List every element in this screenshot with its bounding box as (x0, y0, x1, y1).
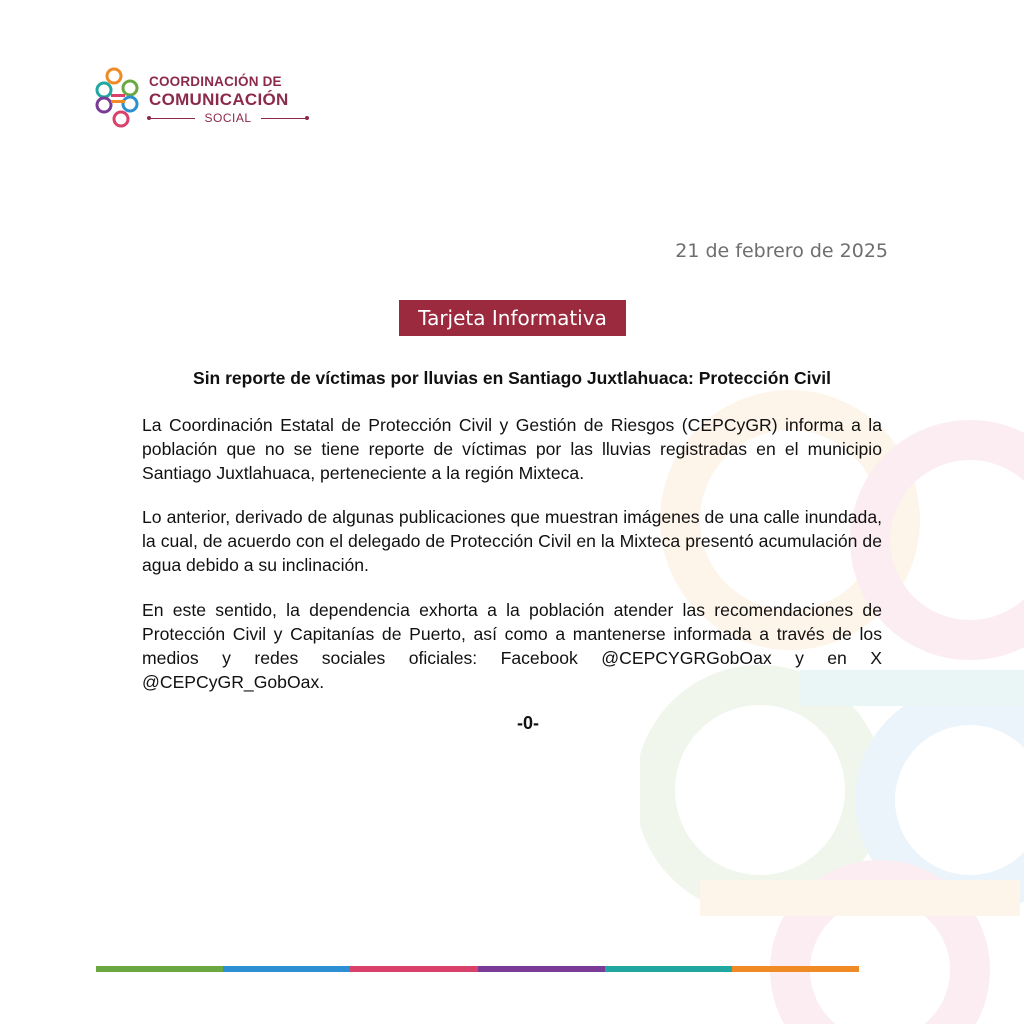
logo-rule-dot (305, 116, 309, 120)
logo-text-line2: COMUNICACIÓN (149, 90, 289, 109)
stripe-segment (350, 966, 477, 972)
logo-text-line1: COORDINACIÓN DE (149, 74, 282, 89)
document-type-badge: Tarjeta Informativa (399, 300, 626, 336)
stripe-segment (223, 966, 350, 972)
stripe-segment (732, 966, 859, 972)
color-stripe (96, 966, 859, 972)
headline: Sin reporte de víctimas por lluvias en Santiago Juxtlahuaca: Protección Civil (193, 368, 831, 388)
stripe-segment (96, 966, 223, 972)
date: 21 de febrero de 2025 (675, 240, 888, 262)
stripe-segment (478, 966, 605, 972)
logo-rule-left (149, 118, 195, 119)
paragraph-2: Lo anterior, derivado de algunas publicaciones que muestran imágenes de una calle inundada, la cual, de acuerdo con el delegado de Protección Civil en la Mixteca presentó acumulación de agua debido a su inclinación. (142, 507, 882, 575)
paragraph-1: La Coordinación Estatal de Protección Civil y Gestión de Riesgos (CEPCyGR) informa a la población que no se tiene reporte de víctimas por las lluvias registradas en el municipio Santiago Juxtlahuaca, perteneciente a la región Mixteca. (142, 415, 882, 483)
logo-rule-right (261, 118, 307, 119)
logo (94, 66, 324, 130)
closing-mark: -0- (517, 713, 539, 733)
logo-social-label: SOCIAL (204, 111, 252, 125)
paragraph-3: En este sentido, la dependencia exhorta a la población atender las recomendaciones de Protección Civil y Capitanías de Puerto, así como a mantenerse informada a través de los medios y redes sociales oficiales: Facebook @CEPCYGRGobOax y en X @CEPCyGR_GobOax. (142, 600, 882, 692)
logo-mark-icon (94, 66, 144, 128)
logo-text-line3 (149, 111, 309, 125)
stripe-segment (605, 966, 732, 972)
